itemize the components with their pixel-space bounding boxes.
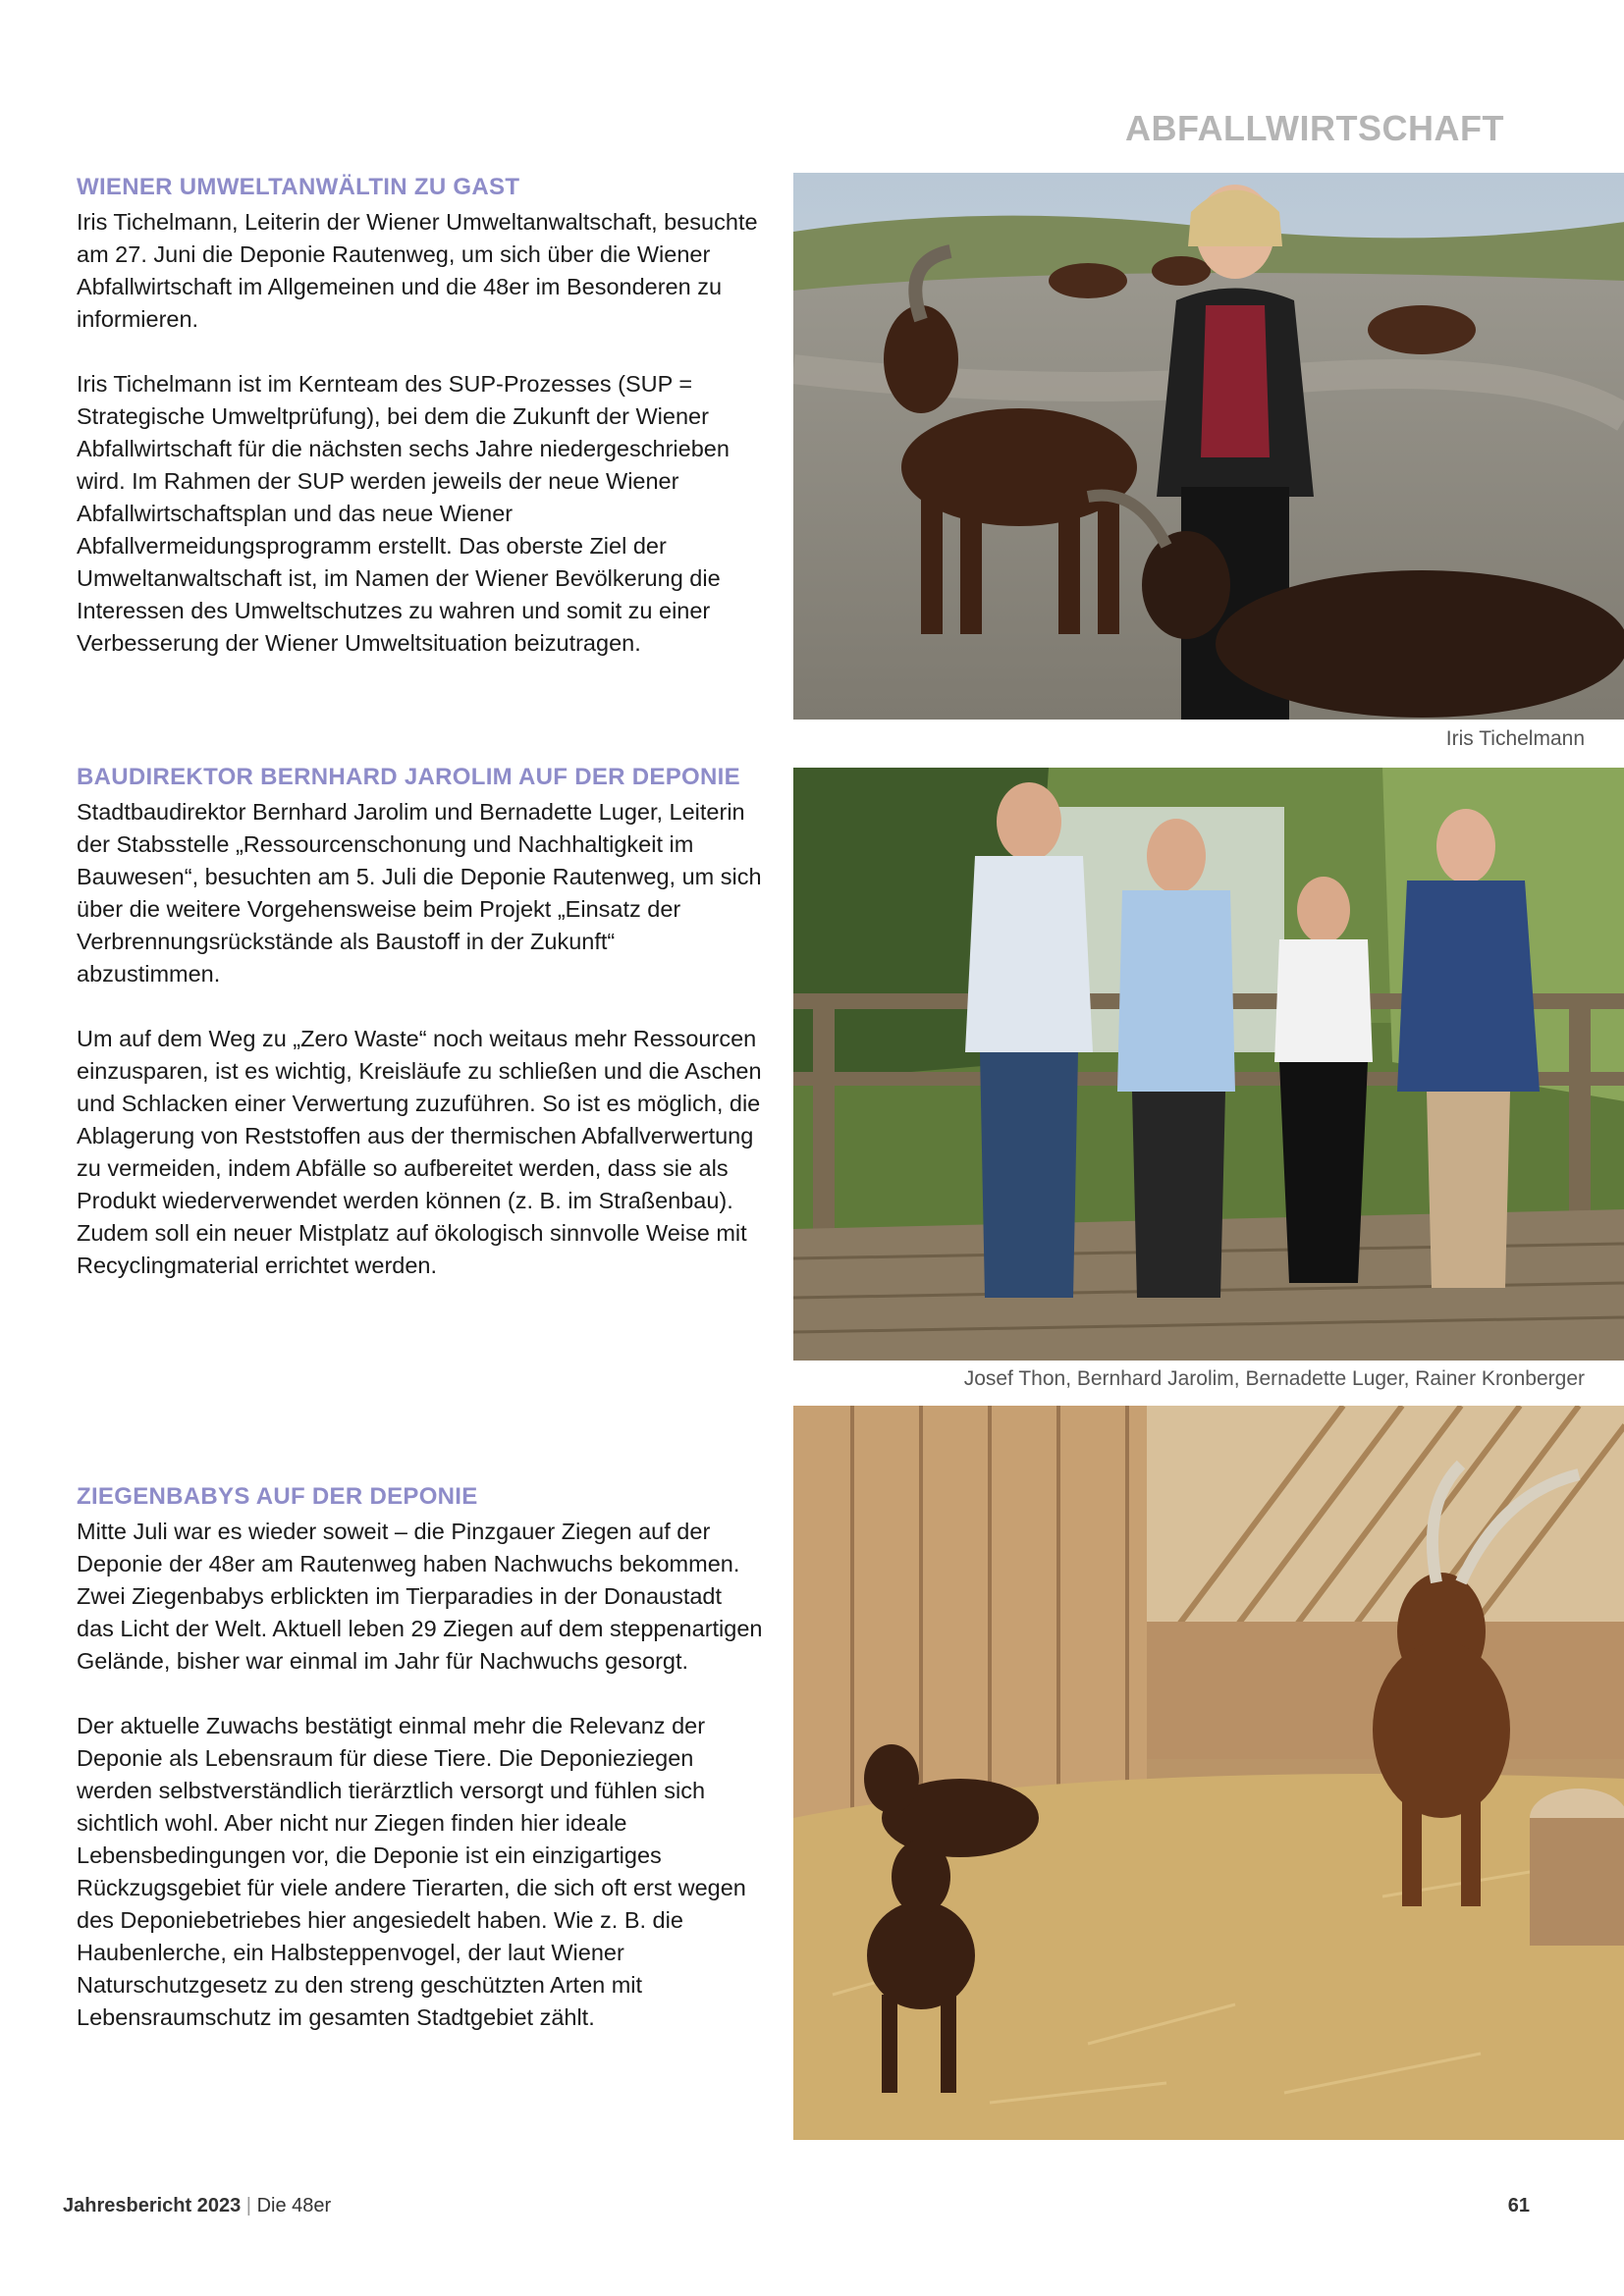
footer-separator: | [245,2195,251,2216]
article-baudirektor [77,763,764,1314]
footer-org: Die 48er [256,2195,332,2216]
article-paragraph: Um auf dem Weg zu „Zero Waste“ noch weitaus mehr Ressourcen einzusparen, ist es wichtig, Kreisläufe zu schließen und die Aschen und Schlacken einer Verwertung zuzuführen. So ist es möglich, die Ablagerung von Reststoffen aus der thermischen Abfallverwertung zu vermeiden, indem Abfälle so aufbereitet werden, dass sie als Produkt wiederverwendet werden können (z. B. im Straßenbau). Zudem soll ein neuer Mistplatz auf ökologisch sinnvolle Weise mit Recyclingmaterial errichtet werden. [77,1026,762,1278]
photo-goat-kids-shed [793,1406,1624,2140]
article-paragraph: Mitte Juli war es wieder soweit – die Pinzgauer Ziegen auf der Deponie der 48er am Rautenweg haben Nachwuchs bekommen. Zwei Ziegenbabys erblickten im Tierparadies in der Donaustadt das Licht der Welt. Aktuell leben 29 Ziegen auf dem steppenartigen Gelände, bisher war einmal im Jahr für Nachwuchs gesorgt. [77,1519,763,1674]
photo-iris-tichelmann-goats [793,173,1624,720]
article-paragraph: Der aktuelle Zuwachs bestätigt einmal mehr die Relevanz der Deponie als Lebensraum für diese Tiere. Die Deponieziegen werden selbstverständlich tierärztlich versorgt und fühlen sich sichtlich wohl. Aber nicht nur Ziegen finden hier ideale Lebensbedingungen vor, die Deponie ist ein einzigartiges Rückzugsgebiet für viele andere Tierarten, die sich oft erst wegen des Deponiebetriebes hier angesiedelt haben. Wie z. B. die Haubenlerche, ein Halbsteppenvogel, der laut Wiener Naturschutzgesetz zu den streng geschützten Arten mit Lebensraumschutz im gesamten Stadtgebiet zählt. [77,1713,746,2030]
photo-group-platform [793,768,1624,1361]
article-paragraph: Iris Tichelmann ist im Kernteam des SUP-Prozesses (SUP = Strategische Umweltprüfung), bei dem die Zukunft der Wiener Abfallwirtschaft für die nächsten sechs Jahre niedergeschrieben wird. Im Rahmen der SUP werden jeweils der neue Wiener Abfallwirtschaftsplan und das neue Wiener Abfallvermeidungsprogramm erstellt. Das oberste Ziel der Umweltanwaltschaft ist, im Namen der Wiener Bevölkerung die Interessen des Umweltschutzes zu wahren und somit zu einer Verbesserung der Wiener Umweltsituation beizutragen. [77,371,730,656]
page-number: 61 [1507,2195,1530,2216]
footer-publication [63,2195,331,2217]
article-umweltanwaeltin [77,173,764,692]
article-paragraph: Stadtbaudirektor Bernhard Jarolim und Bernadette Luger, Leiterin der Stabsstelle „Ressourcenschonung und Nachhaltigkeit im Bauwesen“, besuchten am 5. Juli die Deponie Rautenweg, um sich über die weitere Vorgehensweise beim Projekt „Einsatz der Verbrennungsrückstände als Baustoff in der Zukunft“ abzustimmen. [77,799,762,987]
footer-report: Jahresbericht 2023 [63,2195,242,2216]
article-heading: ZIEGENBABYS AUF DER DEPONIE [77,1483,478,1510]
article-paragraph: Iris Tichelmann, Leiterin der Wiener Umweltanwaltschaft, besuchte am 27. Juni die Deponie Rautenweg, um sich über die Wiener Abfallwirtschaft im Allgemeinen und die 48er im Besonderen zu informieren. [77,209,758,332]
photo-caption: Iris Tichelmann [1445,727,1585,750]
article-ziegenbabys [77,1482,764,2066]
article-heading: BAUDIREKTOR BERNHARD JAROLIM AUF DER DEPONIE [77,764,740,790]
article-heading: WIENER UMWELTANWÄLTIN ZU GAST [77,174,520,200]
section-label: ABFALLWIRTSCHAFT [1125,108,1504,148]
photo-caption: Josef Thon, Bernhard Jarolim, Bernadette Luger, Rainer Kronberger [963,1367,1585,1390]
